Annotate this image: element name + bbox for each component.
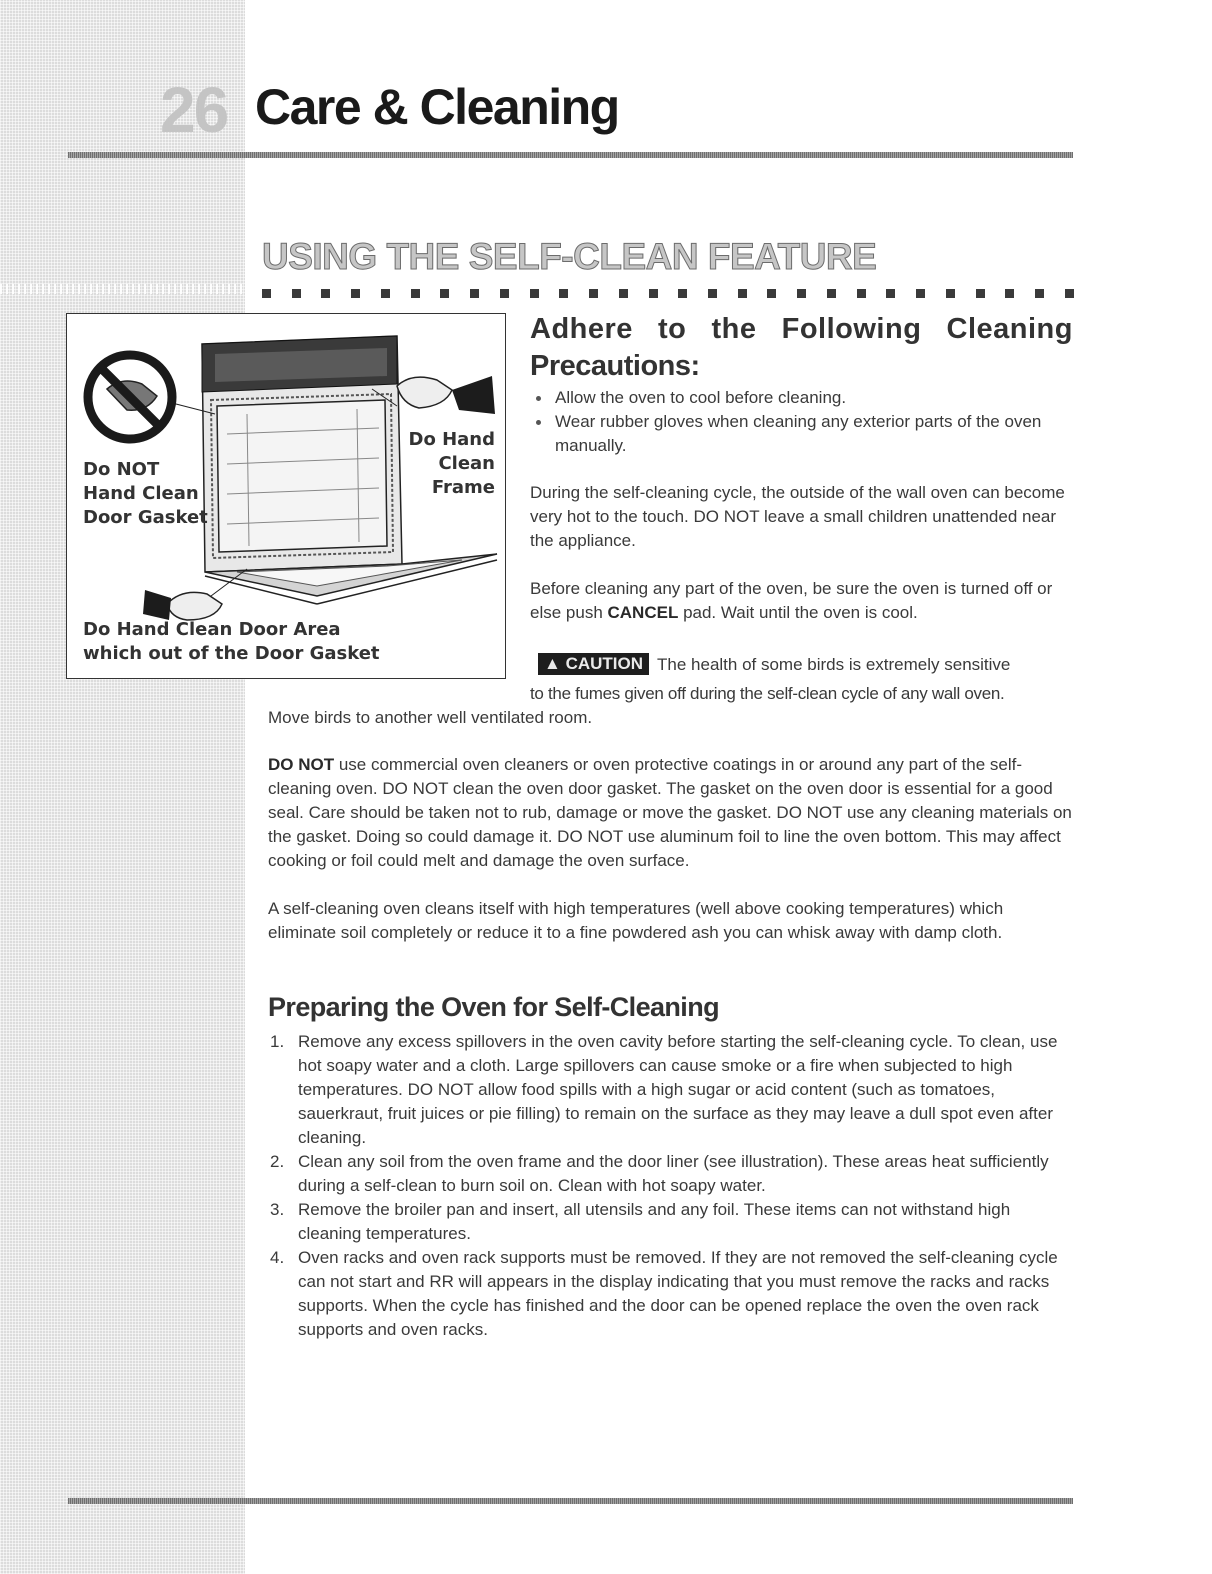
header-rule (68, 152, 1073, 158)
before-cleaning-paragraph (530, 577, 1075, 625)
preparing-steps (268, 1030, 1074, 1342)
dotted-divider-left (0, 284, 250, 294)
caution-badge (538, 653, 649, 675)
hand-cloth-icon-door (143, 590, 222, 620)
dotted-divider (262, 288, 1074, 298)
side-pattern-band (0, 0, 245, 1574)
footer-rule (68, 1498, 1073, 1504)
hot-exterior-paragraph: During the self-cleaning cycle, the outside of the wall oven can become very hot to the touch. DO NOT leave a small children unattended near the appliance. (530, 483, 1065, 550)
before-cleaning-text: Before cleaning any part of the oven, be sure the oven is turned off or else push (530, 579, 1053, 622)
warning-triangle-icon: ▲ (544, 654, 561, 673)
page-title: Care & Cleaning (255, 79, 619, 135)
list-item: 4. Oven racks and oven rack supports must be removed. If they are not removed the self-cleaning cycle can not start and RR will appears in the display indicating that you must remove the racks and racks supports. When the cycle has finished and the door can be opened replace the oven the oven rack supports and oven racks. (270, 1248, 1058, 1339)
before-cleaning-text-end: pad. Wait until the oven is cool. (678, 603, 918, 622)
self-clean-paragraph: A self-cleaning oven cleans itself with high temperatures (well above cooking temperatures) which eliminate soil completely or reduce it to a fine powdered ash you can whisk away with damp cloth. (268, 899, 1004, 942)
do-not-paragraph (268, 753, 1074, 873)
precautions-title-line2: Precautions: (530, 350, 700, 382)
hand-cloth-icon-frame (397, 376, 495, 414)
section-title: USING THE SELF-CLEAN FEATURE (262, 236, 877, 277)
list-item: Allow the oven to cool before cleaning. (530, 386, 1075, 410)
list-item: Wear rubber gloves when cleaning any exterior parts of the oven manually. (530, 410, 1075, 458)
list-item: 2. Clean any soil from the oven frame and the door liner (see illustration). These areas heat sufficiently during a self-clean to burn soil on. Clean with hot soapy water. (270, 1152, 1049, 1195)
do-not-text: use commercial oven cleaners or oven protective coatings in or around any part of the self-cleaning oven. DO NOT clean the oven door gasket. The gasket on the oven door is essential for a good seal. Care should be taken not to rub, damage or move the gasket. DO NOT use any cleaning materials on the gasket. Doing so could damage it. DO NOT use aluminum foil to line the oven bottom. This may affect cooking or foil could melt and damage the oven surface. (268, 755, 1072, 870)
do-not-label: DO NOT (268, 755, 335, 774)
precautions-list (530, 386, 1075, 458)
preparing-heading: Preparing the Oven for Self-Cleaning (268, 992, 719, 1022)
page-number: 26 (160, 74, 228, 146)
caution-label: CAUTION (565, 654, 644, 673)
caution-text-1: The health of some birds is extremely sensitive (657, 655, 1011, 674)
cancel-pad-label: CANCEL (607, 603, 679, 622)
caution-line-3: Move birds to another well ventilated room. (268, 708, 593, 727)
oven-illustration-figure (66, 313, 506, 679)
caution-line-1 (538, 653, 1075, 677)
caution-line-2: to the fumes given off during the self-clean cycle of any wall oven. (530, 684, 1005, 703)
list-item: 1. Remove any excess spillovers in the oven cavity before starting the self-cleaning cycle. To clean, use hot soapy water and a cloth. Large spillovers can cause smoke or a fire when subjected to high temperatures. DO NOT allow food spills with a high sugar or acid content (such as tomatoes, sauerkraut, fruit juices or pie filling) to remain on the surface as they may leave a dull spot even after cleaning. (270, 1032, 1058, 1147)
list-item: 3. Remove the broiler pan and insert, all utensils and any foil. These items can not withstand high cleaning temperatures. (270, 1200, 1011, 1243)
precautions-title-line1: Adhere to the Following Cleaning (530, 313, 1073, 345)
label-do-hand-clean-door-area: Do Hand Clean Door Area which out of the Door Gasket (83, 619, 380, 664)
label-do-not-hand-clean-gasket: Do NOT Hand Clean Door Gasket (83, 459, 208, 528)
prohibition-icon (88, 355, 172, 439)
label-do-hand-clean-frame: Do Hand Clean Frame (408, 429, 495, 498)
